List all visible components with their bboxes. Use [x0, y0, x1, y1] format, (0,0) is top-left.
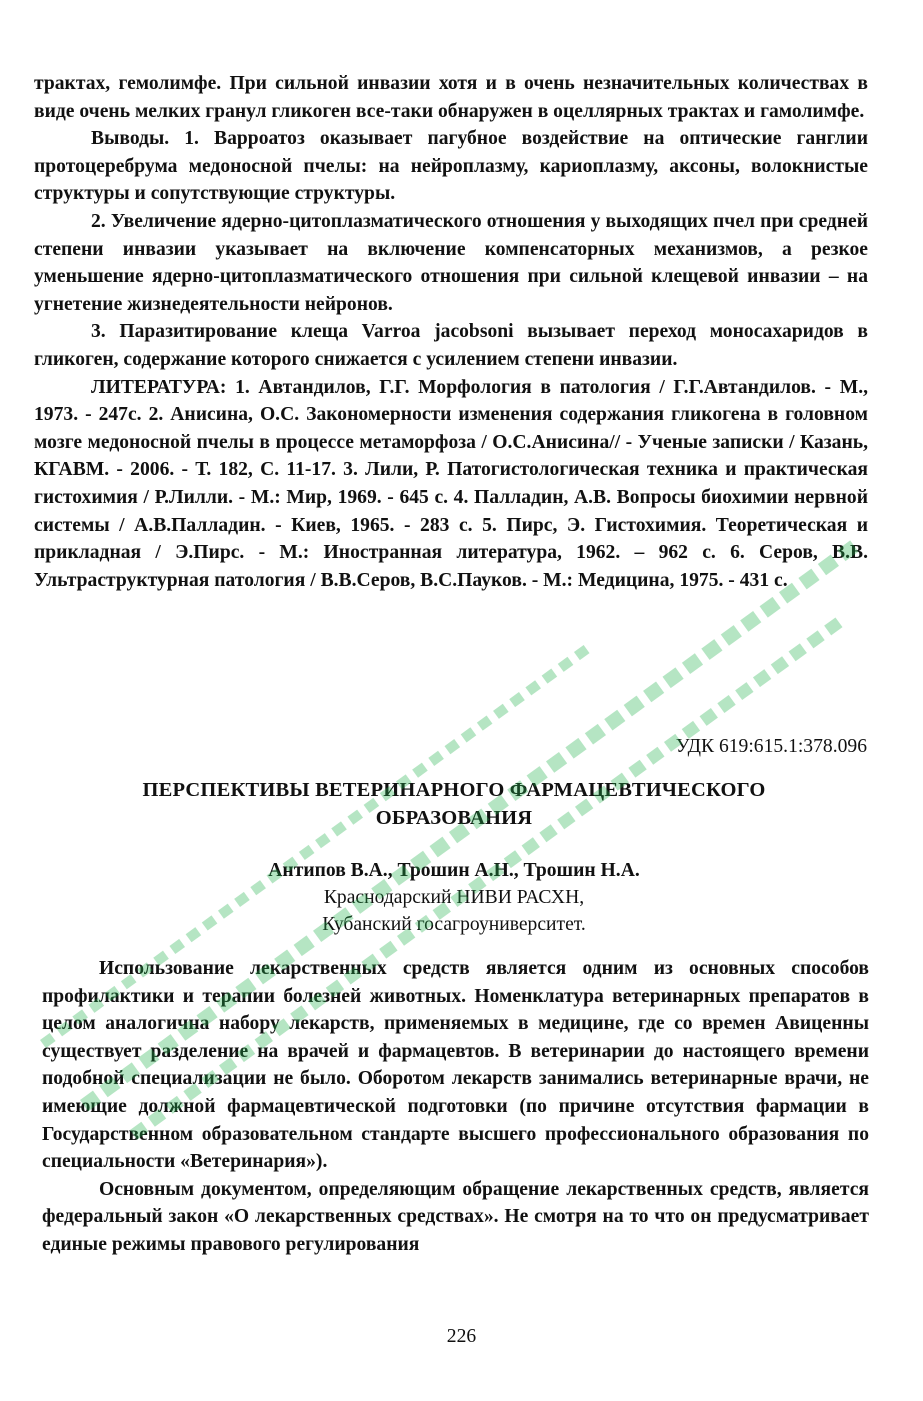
- article-paragraph-2: Основным документом, определяющим обращение лекарственных средств, является федеральный закон «О лекарственных средствах». Не смотря на то что он предусматривает единые режимы правового регулирования: [42, 1178, 869, 1255]
- affiliation-line-1: Краснодарский НИВИ РАСХН,: [323, 887, 585, 908]
- article-title-line-1: ПЕРСПЕКТИВЫ ВЕТЕРИНАРНОГО ФАРМАЦЕВТИЧЕСКОГО: [142, 779, 766, 801]
- article-title-line-2: ОБРАЗОВАНИЯ: [375, 807, 533, 829]
- article-title: [40, 776, 868, 832]
- page-number: 226: [446, 1326, 477, 1347]
- paragraph-conclusions-2: 2. Увеличение ядерно-цитоплазматического отношения у выходящих пчел при средней степени инвазии указывает на включение компенсаторных механизмов, а резкое уменьшение ядерно-цитоплазматического отношения при сильной клещевой инвазии – на угнетение жизнедеятельности нейронов.: [34, 210, 868, 315]
- references-paragraph: ЛИТЕРАТУРА: 1. Автандилов, Г.Г. Морфология в патология / Г.Г.Автандилов. - М., 1973. - 247с. 2. Анисина, О.С. Закономерности изменения содержания гликогена в головном мозге медоносной пчелы в процессе метаморфоза / О.С.Анисина// - Ученые записки / Казань, КГАВМ. - 2006. - Т. 182, С. 11-17. 3. Лили, Р. Патогистологическая техника и практическая гистохимия / Р.Лилли. - М.: Мир, 1969. - 645 с. 4. Палладин, А.В. Вопросы биохимии нервной системы / А.В.Палладин. - Киев, 1965. - 283 с. 5. Пирс, Э. Гистохимия. Теоретическая и прикладная / Э.Пирс. - М.: Иностранная литература, 1962. – 962 с. 6. Серов, В.В. Ультраструктурная патология / В.В.Серов, В.С.Пауков. - М.: Медицина, 1975. - 431 с.: [34, 376, 868, 591]
- paragraph-conclusions-1: Выводы. 1. Варроатоз оказывает пагубное воздействие на оптические ганглии протоцеребрума медоносной пчелы: на нейроплазму, кариоплазму, аксоны, волокнистые структуры и сопутствующие структуры.: [34, 128, 868, 205]
- authors-block: [40, 857, 868, 938]
- paragraph-conclusions-3: 3. Паразитирование клеща Varroa jacobsoni вызывает переход моносахаридов в гликоген, содержание которого снижается с усилением степени инвазии.: [34, 321, 868, 370]
- paragraph-continuation: трактах, гемолимфе. При сильной инвазии хотя и в очень незначительных количествах в виде очень мелких гранул гликоген все-таки обнаружен в оцеллярных трактах и гамолимфе.: [34, 73, 868, 122]
- article-paragraph-1: Использование лекарственных средств является одним из основных способов профилактики и терапии болезней животных. Номенклатура ветеринарных препаратов в целом аналогична набору лекарств, применяемых в медицине, где со времен Авиценны существует разделение на врачей и фармацевтов. В ветеринарии до настоящего времени подобной специализации не было. Оборотом лекарств занимались ветеринарные врачи, не имеющие должной фармацевтической подготовки (по причине отсутствия фармации в Государственном образовательном стандарте высшего профессионального образования по специальности «Ветеринария»).: [42, 958, 869, 1173]
- top-text-block: [34, 70, 868, 594]
- author-names: Антипов В.А., Трошин А.Н., Трошин Н.А.: [268, 860, 640, 881]
- article-body: [42, 955, 869, 1259]
- affiliation-line-2: Кубанский госагроуниверситет.: [322, 914, 586, 935]
- udk-code: УДК 619:615.1:378.096: [675, 736, 867, 757]
